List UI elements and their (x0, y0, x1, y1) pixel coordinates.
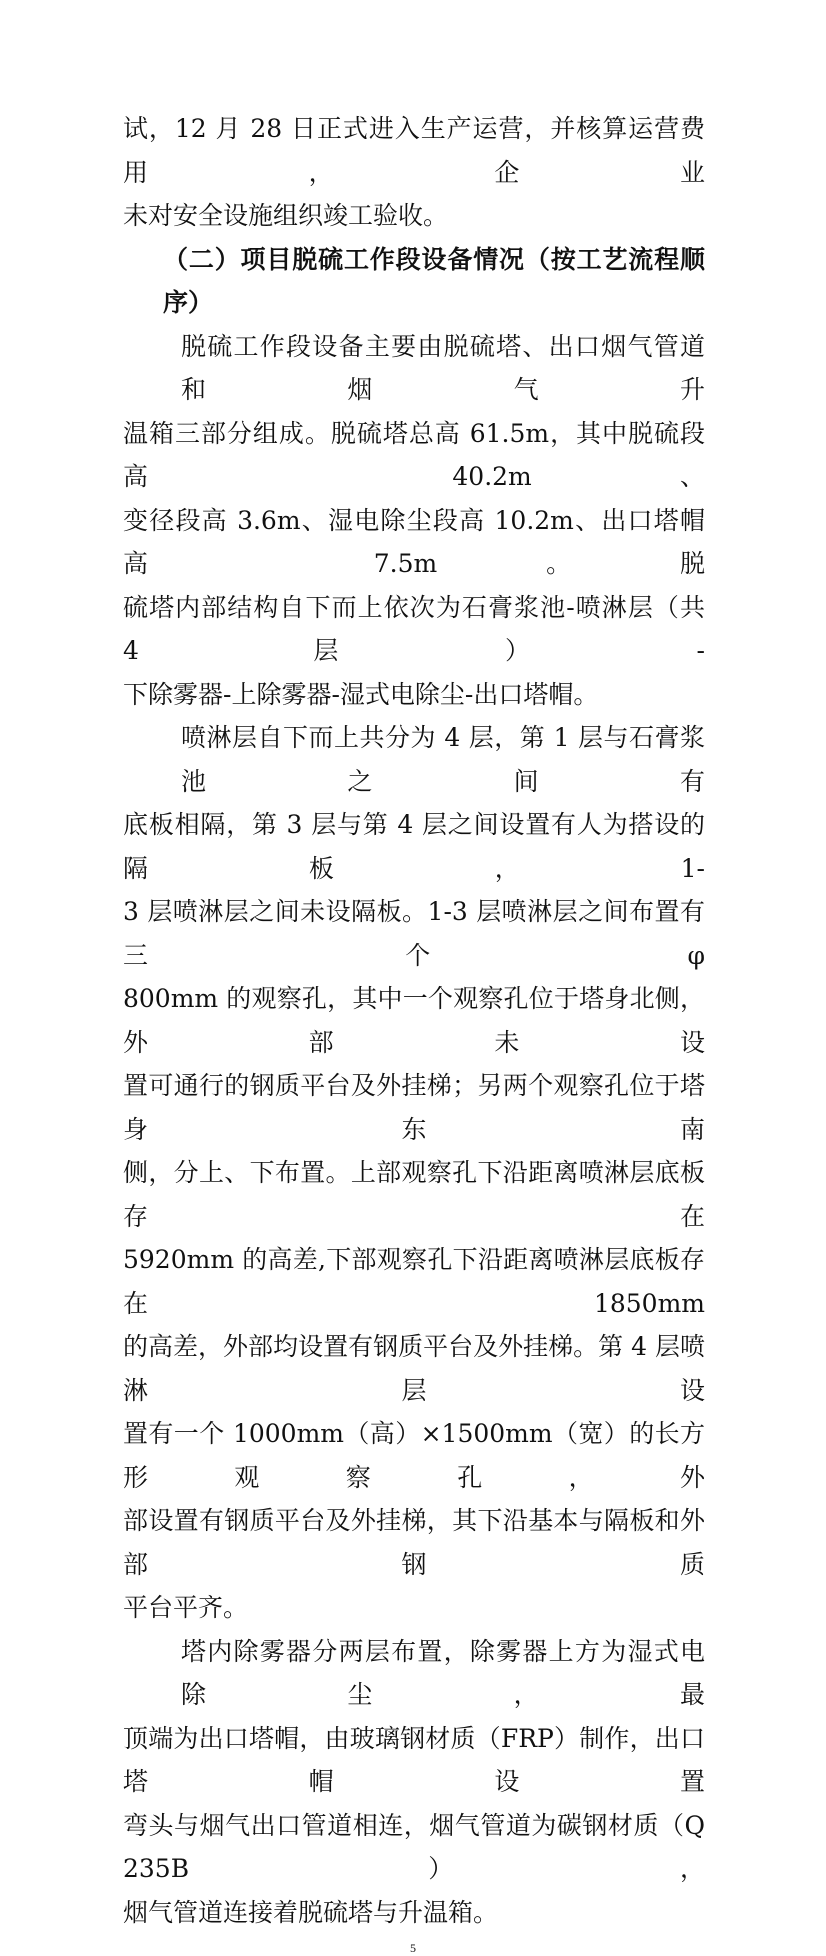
paragraph (123, 1630, 705, 1935)
text-line: 喷淋层自下而上共分为 4 层，第 1 层与石膏浆池之间有 (181, 723, 705, 796)
text-line: 顶端为出口塔帽，由玻璃钢材质（FRP）制作，出口塔帽设置 (123, 1723, 705, 1796)
text-line: 800mm 的观察孔，其中一个观察孔位于塔身北侧，外部未设 (123, 984, 705, 1057)
text-line: 未对安全设施组织竣工验收。 (123, 201, 449, 230)
text-line: 下除雾器-上除雾器-湿式电除尘-出口塔帽。 (123, 679, 599, 709)
paragraph (123, 107, 705, 238)
text-line: 置有一个 1000mm（高）×1500mm（宽）的长方形观察孔，外 (123, 1419, 705, 1492)
text-line: 变径段高 3.6m、湿电除尘段高 10.2m、出口塔帽高 7.5m。脱 (123, 505, 705, 578)
text-line: 部设置有钢质平台及外挂梯，其下沿基本与隔板和外部钢质 (123, 1506, 705, 1579)
text-line: 硫塔内部结构自下而上依次为石膏浆池-喷淋层（共 4 层）- (123, 592, 705, 665)
text-line: 平台平齐。 (123, 1593, 249, 1622)
text-line: （二）项目脱硫工作段设备情况（按工艺流程顺序） (163, 244, 705, 317)
text-line: 塔内除雾器分两层布置，除雾器上方为湿式电除尘，最 (181, 1636, 705, 1709)
text-line: 试，12 月 28 日正式进入生产运营，并核算运营费用，企业 (123, 114, 705, 187)
text-line: 侧，分上、下布置。上部观察孔下沿距离喷淋层底板存在 (123, 1158, 705, 1231)
document-body (123, 107, 705, 1934)
text-line: 温箱三部分组成。脱硫塔总高 61.5m，其中脱硫段高 40.2m、 (123, 418, 705, 491)
page-sheet (0, 107, 826, 1956)
text-line: 的高差，外部均设置有钢质平台及外挂梯。第 4 层喷淋层设 (123, 1332, 705, 1405)
text-line: 脱硫工作段设备主要由脱硫塔、出口烟气管道和烟气升 (181, 331, 705, 404)
section-heading (123, 238, 705, 325)
text-line: 3 层喷淋层之间未设隔板。1-3 层喷淋层之间布置有三个φ (123, 897, 705, 970)
text-line: 5920mm 的高差,下部观察孔下沿距离喷淋层底板存在 1850mm (123, 1245, 705, 1318)
page-number: 5 (410, 1941, 416, 1955)
text-line: 弯头与烟气出口管道相连，烟气管道为碳钢材质（Q235B）， (123, 1810, 705, 1883)
text-line: 置可通行的钢质平台及外挂梯；另两个观察孔位于塔身东南 (123, 1071, 705, 1144)
paragraph (123, 716, 705, 1630)
text-line: 底板相隔，第 3 层与第 4 层之间设置有人为搭设的隔板，1- (123, 810, 705, 883)
paragraph (123, 325, 705, 717)
text-line: 烟气管道连接着脱硫塔与升温箱。 (123, 1897, 499, 1927)
